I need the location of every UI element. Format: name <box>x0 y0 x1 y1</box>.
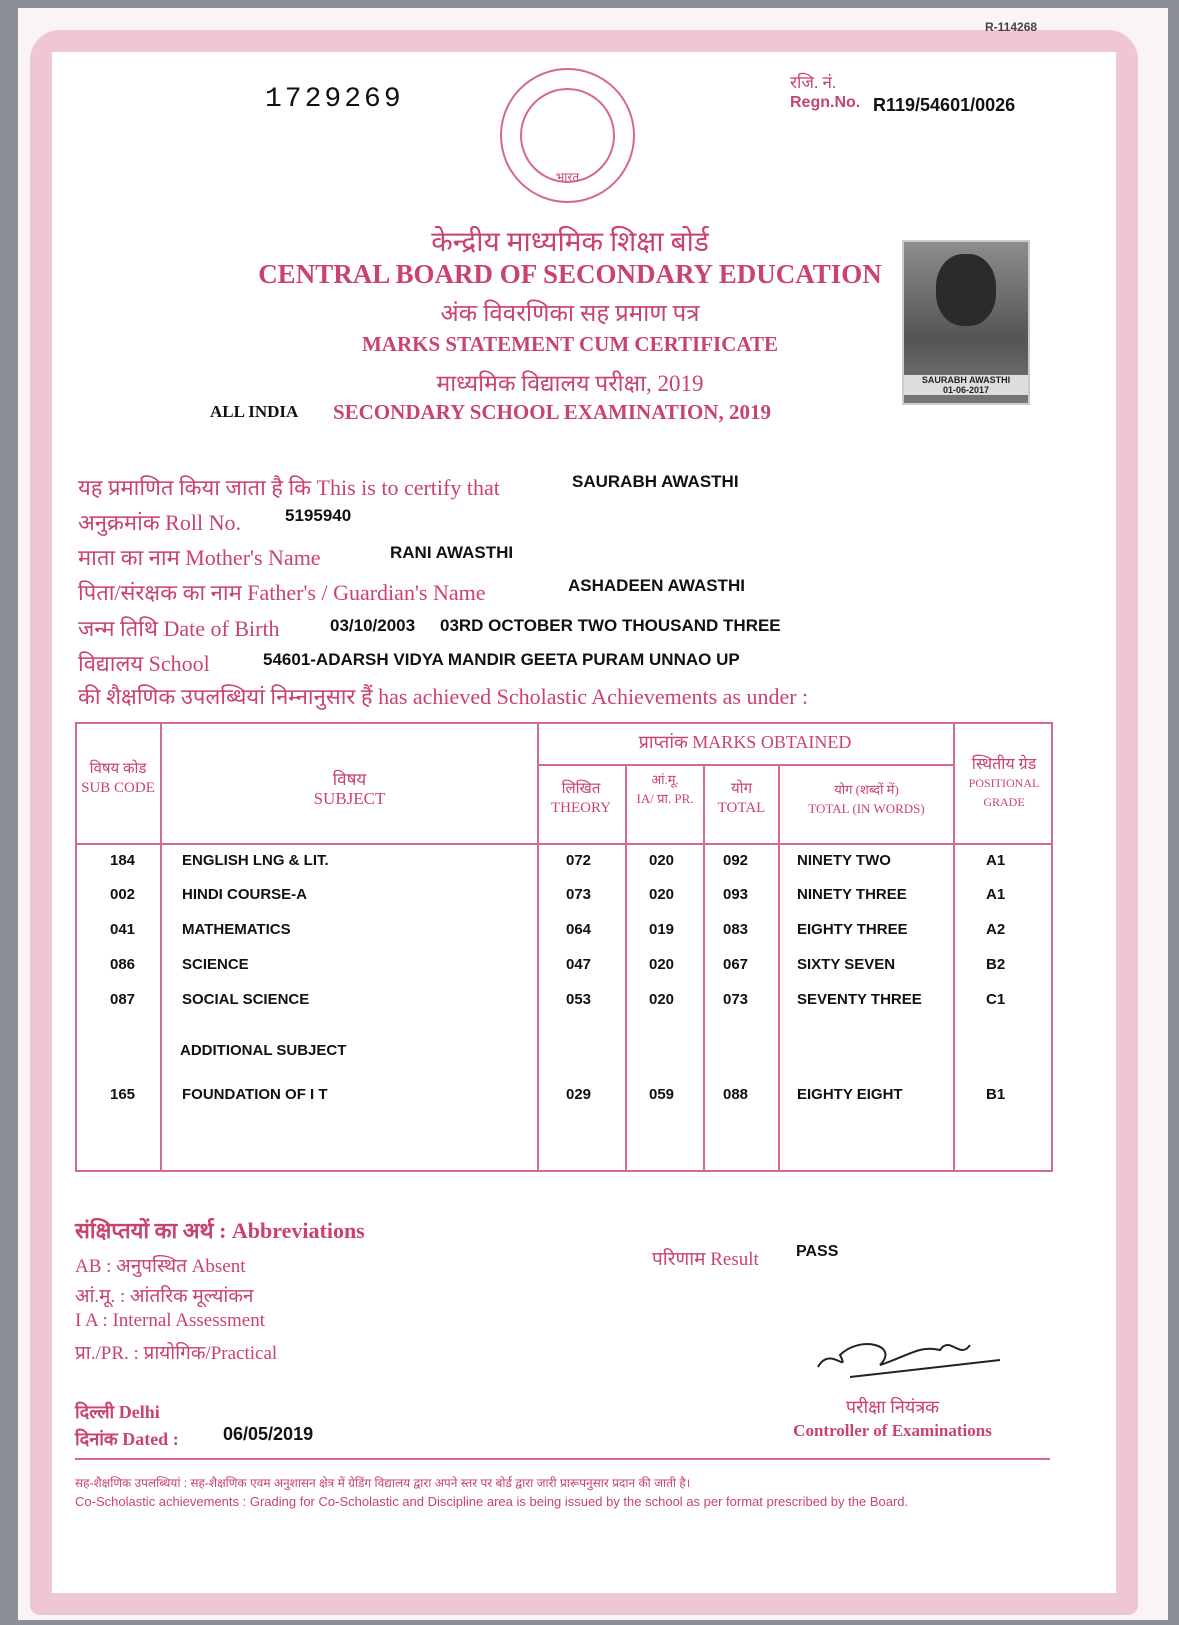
cell-theory: 072 <box>566 852 592 869</box>
controller-signature <box>810 1315 1010 1395</box>
all-india-label: ALL INDIA <box>210 402 299 421</box>
cell-grade: B2 <box>986 956 1006 973</box>
serial-number: 1729269 <box>265 84 404 115</box>
dob-label: जन्म तिथि Date of Birth <box>78 616 280 641</box>
cell-total: 067 <box>723 956 749 973</box>
cbse-seal-logo: भारत <box>500 68 635 203</box>
achievements-label: की शैक्षणिक उपलब्धियां निम्नानुसार हैं has achieved Scholastic Achievements as under : <box>78 684 809 709</box>
cell-ia: 020 <box>649 991 675 1008</box>
cell-code: 184 <box>110 852 136 869</box>
exam-hindi: माध्यमिक विद्यालय परीक्षा, 2019 <box>436 371 704 396</box>
header-marks-obtained: प्राप्तांक MARKS OBTAINED <box>638 732 852 752</box>
student-name: SAURABH AWASTHI <box>572 472 739 491</box>
cell-grade: A2 <box>986 921 1006 938</box>
certificate-type-hindi: अंक विवरणिका सह प्रमाण पत्र <box>440 301 700 327</box>
father-label: पिता/संरक्षक का नाम Father's / Guardian's Name <box>78 580 486 605</box>
cell-words: NINETY TWO <box>797 852 891 869</box>
cell-grade: A1 <box>986 852 1006 869</box>
cell-ia: 020 <box>649 956 675 973</box>
father-name: ASHADEEN AWASTHI <box>568 576 745 595</box>
cell-words: NINETY THREE <box>797 886 907 903</box>
issue-date: 06/05/2019 <box>223 1424 314 1444</box>
abbrev-ia-hindi: आं.मू. : आंतरिक मूल्यांकन <box>75 1286 254 1307</box>
photo-caption-date: 01-06-2017 <box>942 385 990 395</box>
board-name-hindi: केन्द्रीय माध्यमिक शिक्षा बोर्ड <box>431 227 709 258</box>
cell-subject: ENGLISH LNG & LIT. <box>182 852 329 869</box>
cell-theory: 073 <box>566 886 592 903</box>
cell-code: 041 <box>110 921 136 938</box>
header-grade: स्थितीय ग्रेड POSITIONAL GRADE <box>968 756 1040 809</box>
cell-subject: MATHEMATICS <box>182 921 291 938</box>
exam-name: SECONDARY SCHOOL EXAMINATION, 2019 <box>333 400 771 424</box>
controller-title: Controller of Examinations <box>793 1421 992 1440</box>
serial-top: R-114268 <box>985 20 1038 34</box>
mother-name: RANI AWASTHI <box>390 543 514 562</box>
result-value: PASS <box>796 1243 839 1260</box>
abbrev-ia: I A : Internal Assessment <box>75 1310 265 1331</box>
certificate-type: MARKS STATEMENT CUM CERTIFICATE <box>361 332 778 356</box>
cell-subject: SOCIAL SCIENCE <box>182 991 310 1008</box>
additional-subject-label: ADDITIONAL SUBJECT <box>180 1042 347 1059</box>
cell-total: 092 <box>723 852 749 869</box>
roll-label: अनुक्रमांक Roll No. <box>78 510 241 535</box>
cell-grade: C1 <box>986 991 1006 1008</box>
header-total: योग TOTAL <box>717 781 766 816</box>
certify-label: यह प्रमाणित किया जाता है कि This is to certify that <box>78 475 500 500</box>
header-theory: लिखित THEORY <box>551 781 611 816</box>
abbrev-practical: प्रा./PR. : प्रायोगिक/Practical <box>75 1343 278 1364</box>
school-name: 54601-ADARSH VIDYA MANDIR GEETA PURAM UNNAO UP <box>263 650 740 669</box>
dob-words: 03RD OCTOBER TWO THOUSAND THREE <box>440 616 781 635</box>
cell-words: SIXTY SEVEN <box>797 956 896 973</box>
header-ia: आं.मू. IA/ प्रा. PR. <box>636 772 694 806</box>
result-label: परिणाम Result <box>652 1249 759 1270</box>
photo-caption-name: SAURABH AWASTHI <box>921 375 1011 385</box>
regn-label: Regn.No. <box>790 94 861 111</box>
cell-ia: 020 <box>649 886 675 903</box>
cell-total: 073 <box>723 991 749 1008</box>
cell-ia: 019 <box>649 921 675 938</box>
cell-grade: B1 <box>986 1086 1006 1103</box>
cell-ia: 020 <box>649 852 675 869</box>
mother-label: माता का नाम Mother's Name <box>78 545 321 570</box>
roll-number: 5195940 <box>285 506 352 525</box>
cell-code: 086 <box>110 956 136 973</box>
regn-number: R119/54601/0026 <box>873 95 1016 115</box>
cell-code: 087 <box>110 991 136 1008</box>
cell-subject: SCIENCE <box>182 956 249 973</box>
student-photo <box>902 240 1030 405</box>
cell-words: EIGHTY EIGHT <box>797 1086 903 1103</box>
cell-subject: HINDI COURSE-A <box>182 886 308 903</box>
cell-ia: 059 <box>649 1086 675 1103</box>
dob: 03/10/2003 <box>330 616 416 635</box>
dated-label: दिनांक Dated : <box>75 1429 179 1449</box>
header-total-words: योग (शब्दों में) TOTAL (IN WORDS) <box>808 782 925 816</box>
cell-grade: A1 <box>986 886 1006 903</box>
cell-code: 165 <box>110 1086 136 1103</box>
cell-words: EIGHTY THREE <box>797 921 908 938</box>
cell-theory: 053 <box>566 991 592 1008</box>
cell-total: 093 <box>723 886 749 903</box>
cell-subject: FOUNDATION OF I T <box>182 1086 328 1103</box>
header-code: विषय कोड SUB CODE <box>81 761 155 796</box>
board-name: CENTRAL BOARD OF SECONDARY EDUCATION <box>258 259 882 289</box>
co-scholastic-note: Co-Scholastic achievements : Grading for Co-Scholastic and Discipline area is being issued by the school as per format prescribed by the Board. <box>75 1494 909 1509</box>
cell-total: 083 <box>723 921 749 938</box>
header-subject: विषय SUBJECT <box>313 770 386 808</box>
cell-words: SEVENTY THREE <box>797 991 922 1008</box>
regn-hindi: रजि. नं. <box>790 73 837 92</box>
cell-code: 002 <box>110 886 136 903</box>
place: दिल्ली Delhi <box>75 1402 160 1422</box>
cell-theory: 029 <box>566 1086 592 1103</box>
abbreviations-title: संक्षिप्तयों का अर्थ : Abbreviations <box>75 1218 365 1243</box>
cell-total: 088 <box>723 1086 749 1103</box>
co-scholastic-note-hindi: सह-शैक्षणिक उपलब्धियां : सह-शैक्षणिक एवम अनुशासन क्षेत्र में ग्रेडिंग विद्यालय द्वारा अपने स्तर पर बोर्ड द्वारा जारी प्रारूपनुसार प्रदान की जाती है। <box>75 1476 691 1490</box>
cell-theory: 064 <box>566 921 592 938</box>
abbrev-absent: AB : अनुपस्थित Absent <box>75 1256 246 1277</box>
cell-theory: 047 <box>566 956 592 973</box>
controller-title-hindi: परीक्षा नियंत्रक <box>845 1397 940 1417</box>
school-label: विद्यालय School <box>78 651 210 676</box>
